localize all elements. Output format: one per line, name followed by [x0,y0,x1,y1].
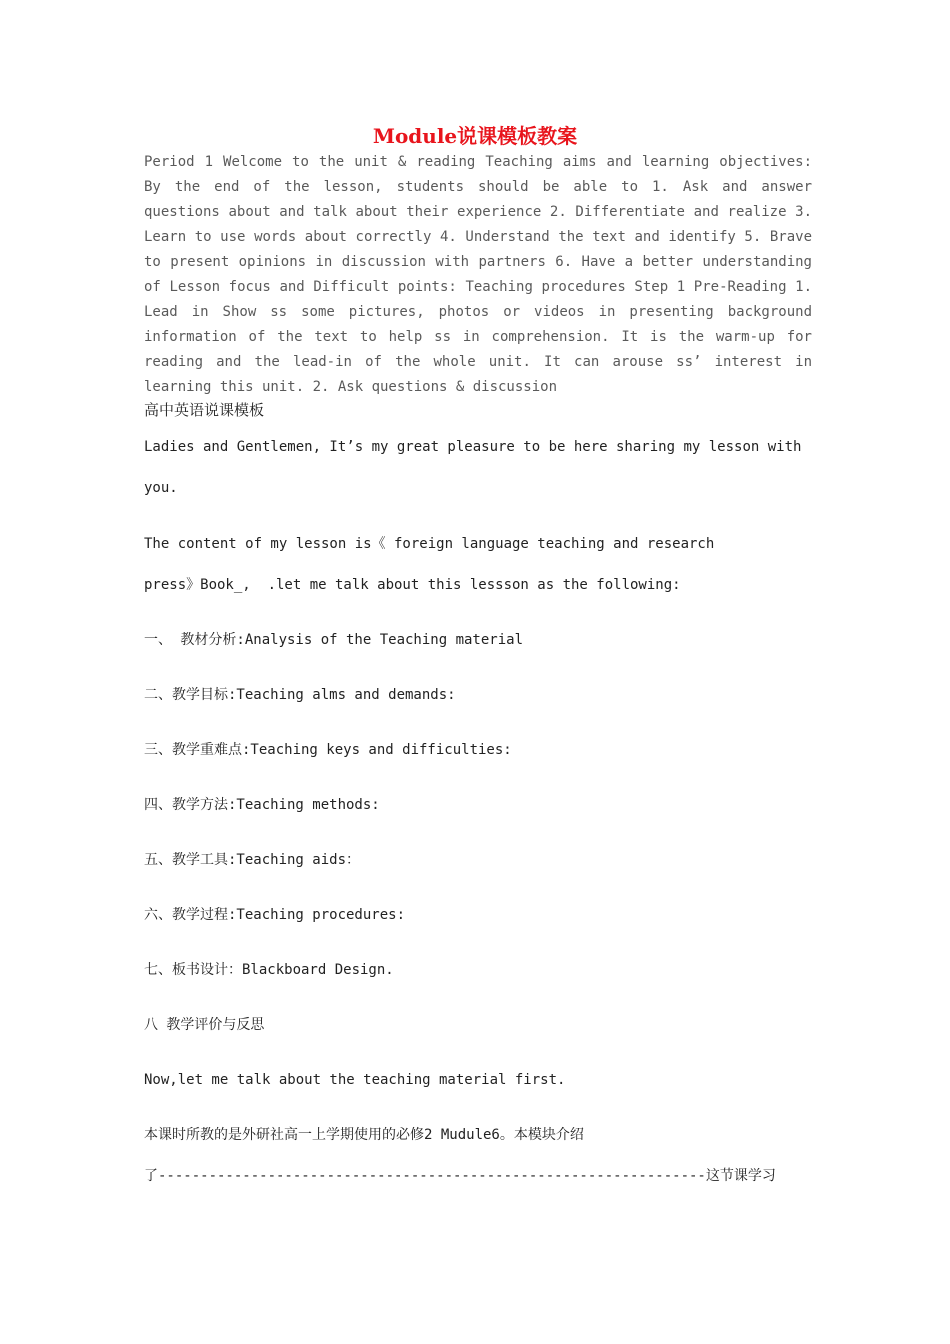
body-line: 了-----------------------------------------------------------------这节课学习 [144,1168,776,1184]
body-line: Ladies and Gentlemen, It’s my great pleasure to be here sharing my lesson with [144,439,802,455]
outline-item: 一、 教材分析:Analysis of the Teaching material [144,632,524,648]
outline-item: 六、教学过程:Teaching procedures: [144,907,406,923]
body-line: Now,let me talk about the teaching material first. [144,1072,566,1088]
intro-paragraph: Period 1 Welcome to the unit & reading Teaching aims and learning objectives: By the end of the lesson, students should be able to 1. Ask and answer questions about and talk about their experience 2. Differentiate and realize 3. Learn to use words about correctly 4. Understand the text and identify 5. Brave to present opinions in discussion with partners 6. Have a better understanding of Lesson focus and Difficult points: Teaching procedures Step 1 Pre-Reading 1. Lead in Show ss some pictures, photos or videos in presenting background information of the text to help ss in comprehension. It is the warm-up for reading and the lead-in of the whole unit. It can arouse ss’ interest in learning this unit. 2. Ask questions & discussion [144,154,812,395]
body-line: you. [144,480,178,496]
document-title: Module说课模板教案 [372,124,578,148]
outline-item: 四、教学方法:Teaching methods: [144,797,380,813]
outline-item: 二、教学目标:Teaching alms and demands: [144,687,456,703]
document-subtitle: 高中英语说课模板 [144,401,265,419]
outline-item: 三、教学重难点:Teaching keys and difficulties: [144,742,512,758]
outline-item: 七、板书设计：Blackboard Design. [144,962,394,978]
body-line: The content of my lesson is《 foreign language teaching and research [144,536,715,552]
body-line: 本课时所教的是外研社高一上学期使用的必修2 Mudule6。本模块介绍 [144,1127,584,1143]
outline-item: 五、教学工具:Teaching aids： [144,852,361,868]
body-line: press》Book_, .let me talk about this lessson as the following: [144,577,681,593]
outline-item: 八 教学评价与反思 [144,1017,265,1033]
